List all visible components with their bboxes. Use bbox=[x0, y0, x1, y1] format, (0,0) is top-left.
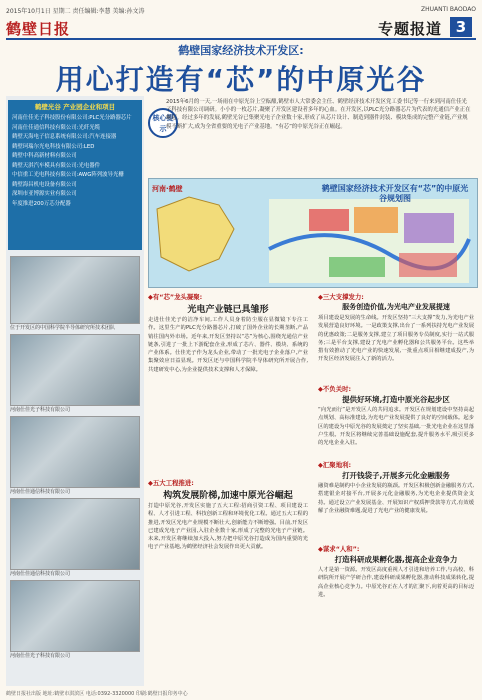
section-body: 打造中原光谷,开发区实施了五大工程:招商引资工程、项目建设工程、人才引进工程、科技创新工程和环境优化工程。通过五大工程的推进,开发区光电产业规模不断壮大,创新能力不断增强。目前,开发区已建成光电子产业园,入驻企业数十家,形成了完整的光电子产业链。未来,开发区将继续加大投入,努力把中原光谷打造成为国内重要的光电子产业基地,为鹤壁经济社会发展作出更大贡献。 bbox=[148, 503, 308, 551]
section-heading: 打开钱袋子,开展多元化金融服务 bbox=[342, 471, 450, 480]
zone-red bbox=[309, 209, 349, 231]
section-kicker: ◆五大工程推进: bbox=[148, 479, 194, 487]
section-kicker: ◆三大支撑发力: bbox=[318, 293, 364, 301]
list-item: 深圳市亚博源实业有限公司 bbox=[12, 191, 77, 197]
photo-caption: 位于开发区的中国科学院半导体研究所技术团队 bbox=[10, 325, 116, 331]
photo-caption: 河南仕佳通信科技有限公司 bbox=[10, 489, 71, 495]
section-heading: 服务创造价值,为光电产业发展提速 bbox=[342, 303, 450, 311]
core-tip-badge: 核心提示 bbox=[148, 108, 178, 138]
section-kicker: ◆有“芯”龙头凝聚: bbox=[148, 293, 203, 301]
list-item: 鹤壁珂瑞尔光电科技有限公司:LED bbox=[12, 143, 95, 150]
section-body: “向光而行”是开发区人的共同追求。开发区在规划建设中坚持高起点规划、高标准建设,为光电产业发展提供了良好的空间载体。起步区的建设为中原光谷的发展奠定了坚实基础,一批光电企业在这里落户生根。开发区将继续完善基础设施配套,提升服务水平,吸引更多的光电企业入驻。 bbox=[318, 407, 474, 447]
section-title: 专题报道 bbox=[377, 20, 442, 38]
list-item: 中信重工光电科技有限公司:AWG阵列波导光栅 bbox=[12, 172, 124, 178]
photo-lab bbox=[10, 256, 140, 324]
province-shape bbox=[157, 197, 234, 271]
company-list-box bbox=[8, 100, 142, 250]
section-kicker: ◆汇聚地利: bbox=[318, 461, 352, 469]
pinyin-label: ZHUANTI BAODAO bbox=[420, 6, 476, 13]
section-kicker: ◆谋求“人和”: bbox=[318, 545, 360, 553]
photo-production bbox=[10, 498, 140, 570]
header-rule bbox=[6, 38, 476, 40]
list-item: 鹤壁天海电子信息系统有限公司:汽车连接器 bbox=[12, 134, 117, 140]
photo-workers bbox=[10, 334, 140, 406]
photo-caption: 河南仕佳光子科技有限公司 bbox=[10, 653, 71, 659]
list-item: 鹤壁天淇汽车模具有限公司:光电器件 bbox=[12, 162, 101, 169]
photo-caption: 河南仕佳通信科技有限公司 bbox=[10, 571, 71, 577]
list-item: 鹤壁海昌机电设备有限公司 bbox=[12, 181, 77, 188]
zone-red-2 bbox=[399, 253, 457, 277]
footer-line: 鹤壁日报社出版 地址:鹤壁市淇滨区 电话:0392-3320000 印刷:鹤壁日报印务中心 bbox=[6, 691, 188, 697]
kicker: 鹤壁国家经济技术开发区: bbox=[178, 44, 304, 57]
headline: 用心打造有“芯”的中原光谷 bbox=[55, 63, 427, 96]
section-heading: 光电产业链已具雏形 bbox=[187, 305, 269, 315]
section-kicker: ◆不负关时: bbox=[318, 385, 352, 393]
list-item: 鹤壁中科高新材料有限公司 bbox=[12, 153, 77, 159]
photo-workshop bbox=[10, 580, 140, 652]
photo-caption: 河南仕佳光子科技有限公司 bbox=[10, 407, 71, 413]
map-location-label: 河南·鹤壁 bbox=[152, 185, 183, 193]
section-body: 走进仕佳光子的洁净车间,工作人员身着防尘服在显微镜下专注工作。这里生产的PLC光分路器芯片,打破了国外企业的长期垄断,产品销往国内外市场。近年来,开发区坚持以“芯”为核心,围绕光通信产业链条,引进了一批上下游配套企业,形成了芯片、器件、模块、系统的产业体系。仕佳光子作为龙头企业,带动了一批光电子企业落户,产业集聚效应日益显现。开发区还与中国科学院半导体研究所开展合作,共建研发中心,为企业提供技术支撑和人才保障。 bbox=[148, 317, 308, 373]
date-line: 2015年10月1日 星期二 责任编辑:李慧 美编:孙文涛 bbox=[6, 8, 145, 15]
photo-cleanroom bbox=[10, 416, 140, 488]
section-heading: 提供好环境,打造中原光谷起步区 bbox=[342, 395, 450, 404]
section-body: 项目建设是发展的生命线。开发区坚持“三大支撑”发力,为光电产业发展营造良好环境。一是政策支撑,出台了一系列扶持光电产业发展的优惠政策;二是服务支撑,建立了项目服务专员制度,实行一站式服务;三是平台支撑,建设了光电产业孵化器和公共服务平台。这些举措有效推动了光电产业的快速发展,一批重点项目相继建成投产,为开发区经济发展注入了新的活力。 bbox=[318, 315, 474, 363]
map-title: 鹤壁国家经济技术开发区有“芯”的中原光谷规划图 bbox=[321, 184, 469, 203]
intro-text: 2015年6月的一天,一场雨在中原光谷上空酝酿,鹤壁市人大常委会主任、鹤壁经济技术开发区党工委书记等一行来到河南仕佳光子科技有限公司调研。小小的一枚芯片,凝聚了开发区建设者多年的心血。在开发区,以PLC光分路器芯片为代表的光通信产业正在崛起。经过多年的发展,鹤壁光谷已集聚光电子企业数十家,形成了从芯片设计、制造到器件封装、模块集成的完整产业链,产业规模不断扩大,成为全省重要的光电子产业基地。“有芯”的中原光谷正在崛起。 bbox=[166, 99, 471, 130]
section-body: 融资难是制约中小企业发展的瓶颈。开发区积极创新金融服务方式,搭建银企对接平台,开展多元化金融服务,为光电企业提供资金支持。通过设立产业发展基金、开展知识产权质押贷款等方式,有效缓解了企业融资难题,促进了光电产业的健康发展。 bbox=[318, 483, 474, 514]
company-list bbox=[12, 114, 138, 209]
header-dateline-bar bbox=[6, 4, 476, 18]
page-number: 3 bbox=[450, 17, 472, 37]
list-item: 河南仕佳通信科技有限公司:光纤光缆 bbox=[12, 124, 101, 131]
section-body: 人才是第一资源。开发区高度重视人才引进和培养工作,与高校、科研院所开展产学研合作,建设科研成果孵化器,推动科技成果转化,提高企业核心竞争力。中原光谷正在人才的汇聚下,向着更高的目标迈进。 bbox=[318, 567, 474, 598]
list-item: 河南仕佳光子科技股份有限公司:PLC光分路器芯片 bbox=[12, 115, 132, 121]
section-heading: 构筑发展阶梯,加速中原光谷崛起 bbox=[163, 491, 293, 501]
zone-purple bbox=[404, 213, 454, 243]
paper-logo: 鹤壁日报 bbox=[6, 20, 71, 38]
zone-green bbox=[329, 257, 385, 277]
list-item: 年度推进200万芯分配器 bbox=[12, 200, 71, 207]
company-list-title: 鹤壁光谷 产业园企业和项目 bbox=[34, 103, 116, 111]
section-heading: 打造科研成果孵化器,提高企业竞争力 bbox=[334, 555, 458, 564]
zone-orange bbox=[354, 207, 398, 233]
